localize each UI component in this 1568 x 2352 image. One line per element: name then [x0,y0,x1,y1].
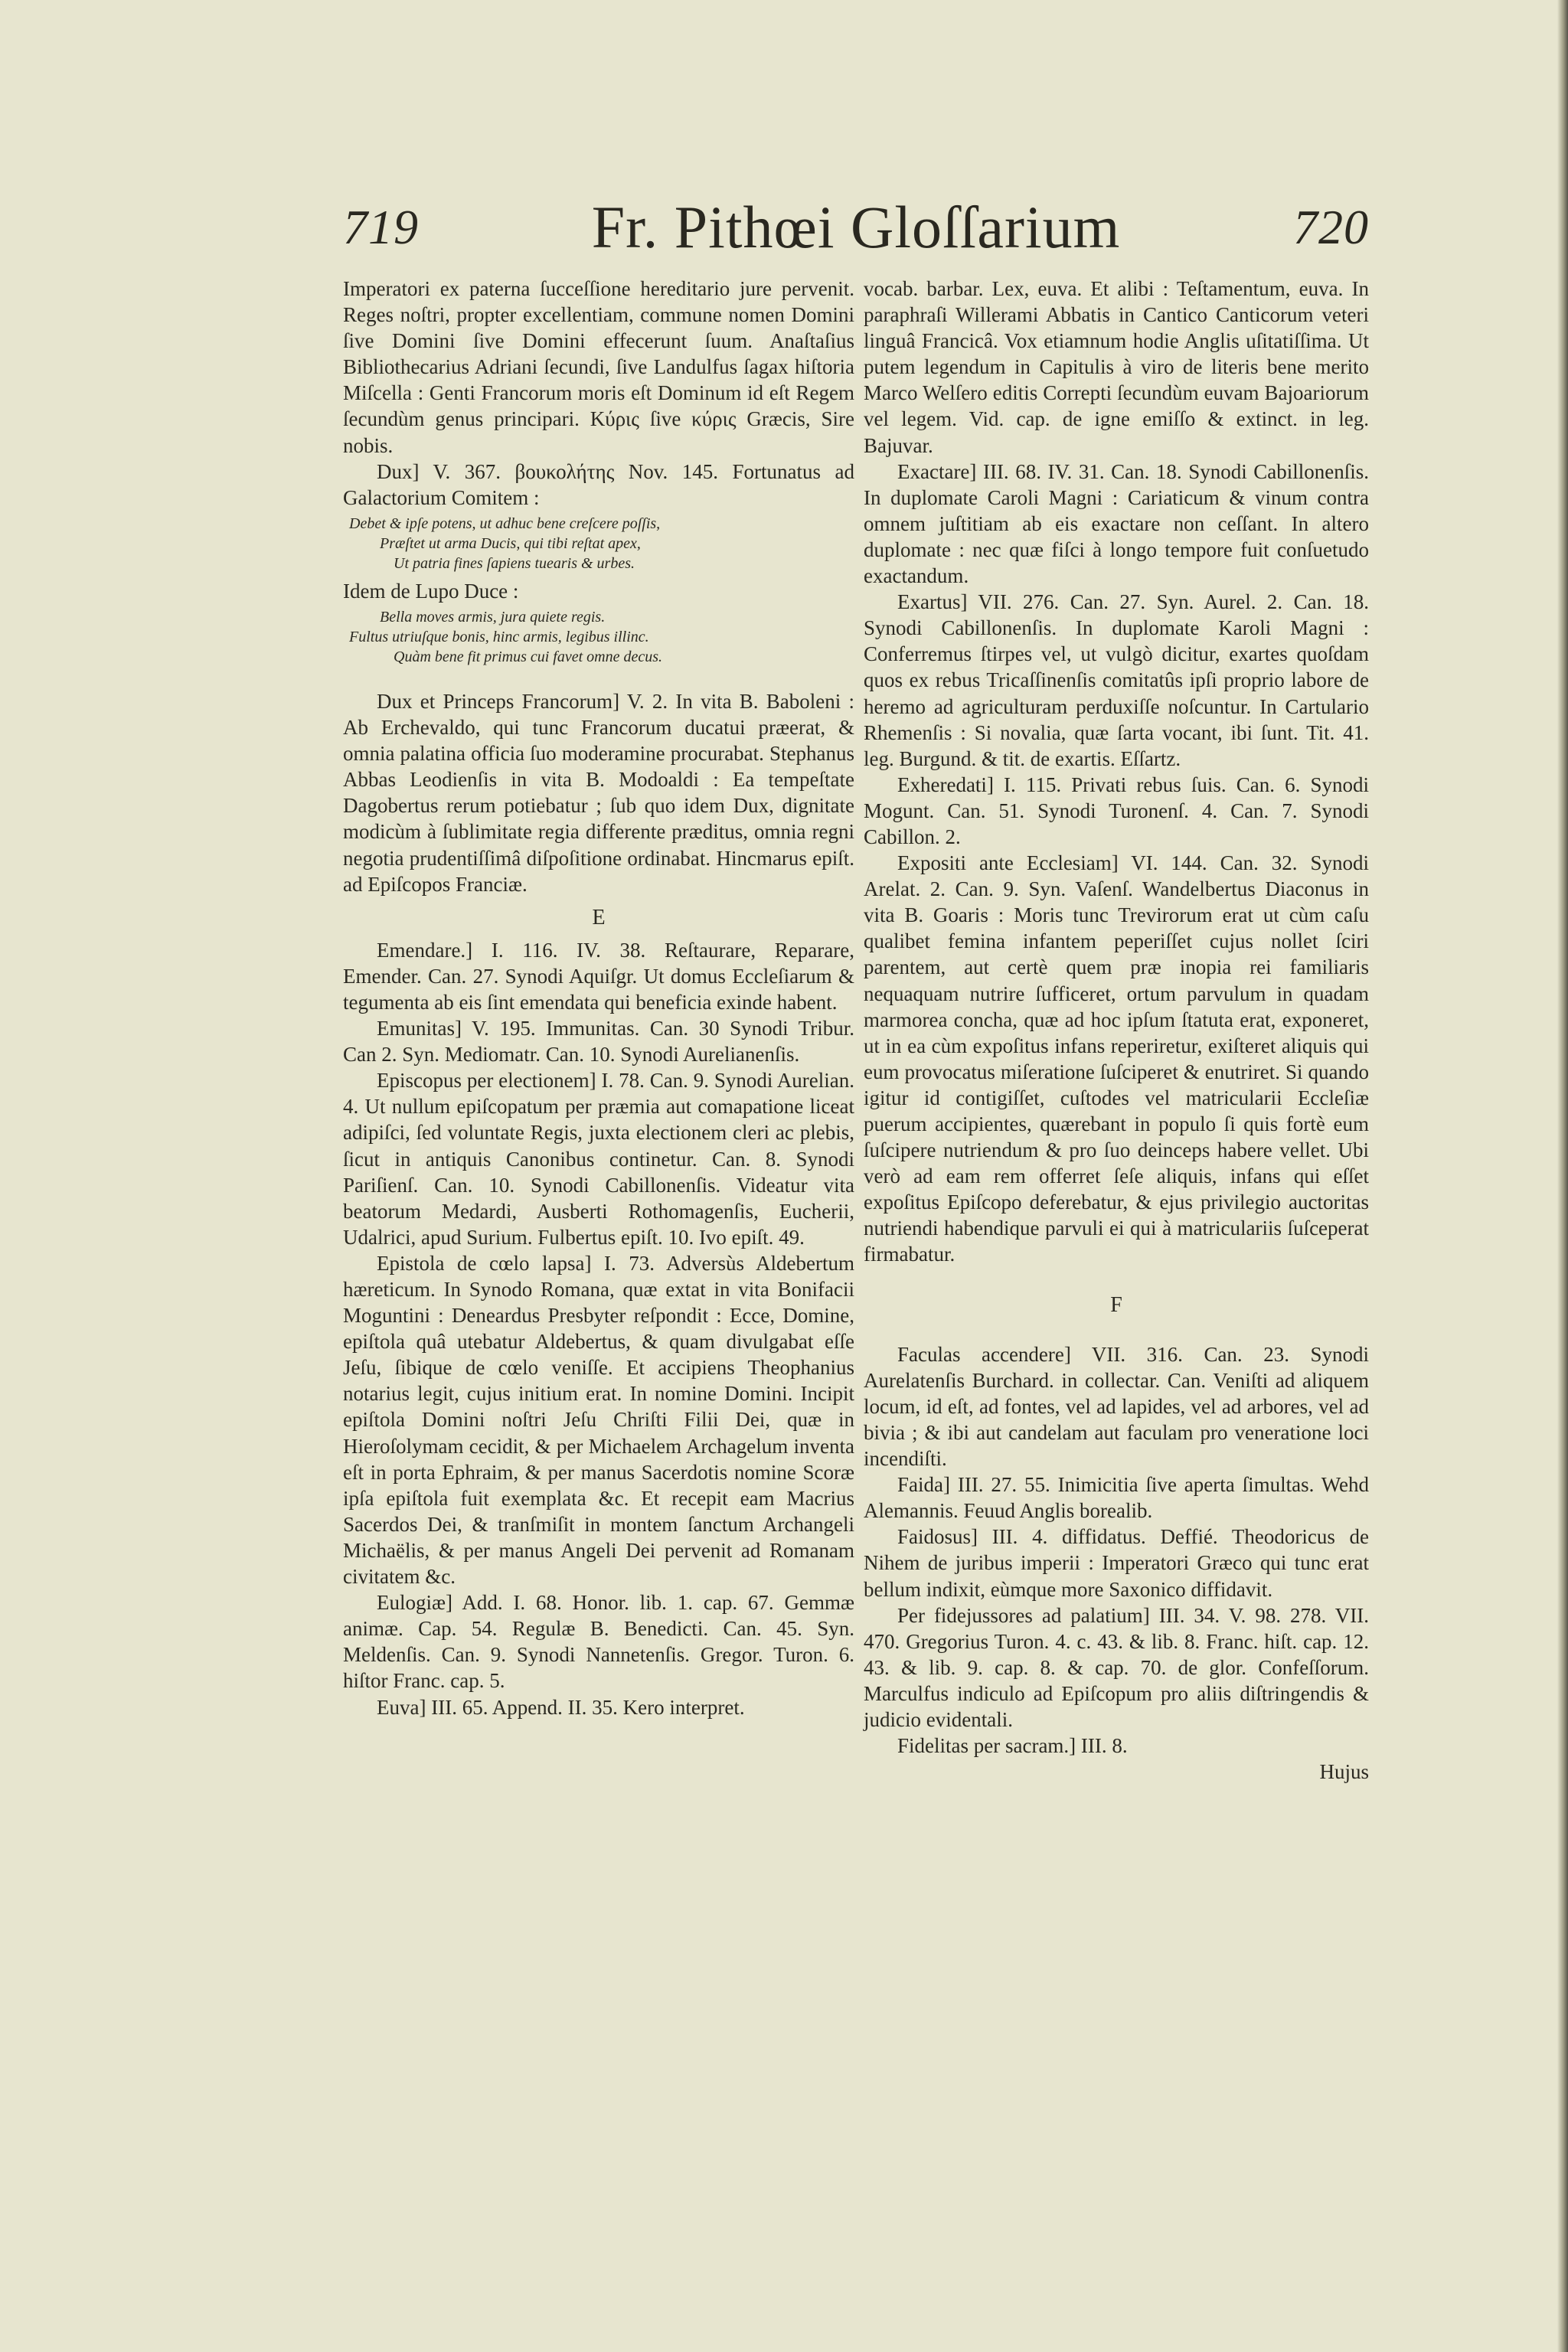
entry-epistola: Epistola de cœlo lapsa] I. 73. Adversùs Aldebertum hæreticum. In Synodo Romana, quæ extat in vita Bonifacii Moguntini : Deneardus Presbyter reſpondit : Ecce, Domine, epiſtola quâ utebatur Aldebertus, & quam divulgabat eſſe Jeſu, ſibique de cœlo veniſſe. Et accipiens Theophanius notarius legit, cujus initium erat. In nomine Domini. Incipit epiſtola Domini noſtri Jeſu Chriſti Filii Dei, quæ in Hieroſolymam cecidit, & per Michaelem Archagelum inventa eſt in porta Ephraim, & per manus Sacerdotis nomine Scoræ ipſa epiſtola fuit exemplata &c. Et recepit eam Macrius Sacerdos Dei, & tranſmiſit in montem ſanctum Archangeli Michaëlis, & per manus Angeli Dei pervenit ad Romanam civitatem &c. [343,1251,854,1589]
verse-line: Debet & ipſe potens, ut adhuc bene creſcere poſſis, [349,514,661,532]
entry-episcopus: Episcopus per electionem] I. 78. Can. 9. Synodi Aurelian. 4. Ut nullum epiſcopatum per præmia aut comapatione liceat adipiſci, ſed voluntate Regis, juxta electionem cleri ac plebis, ſicut in antiquis Canonibus continetur. Can. 8. Synodi Pariſienſ. Can. 10. Synodi Cabillonenſis. Videatur vita beatorum Medardi, Ausberti Rothomagenſis, Eucherii, Udalrici, apud Surium. Fulbertus epiſt. 10. Ivo epiſt. 49. [343,1069,854,1249]
entry-exartus: Exartus] VII. 276. Can. 27. Syn. Aurel. 2. Can. 18. Synodi Cabillonenſis. In duplomate Karoli Magni : Conferremus ſtirpes vel, ut vulgò dicitur, exartes quoſdam quos ex rebus Tricaſſinenſis comitatûs ipſi proprio labore de heremo ad agriculturam perduxiſſe noſcuntur. In Cartulario Rhemenſis : Si novalia, quæ ſarta vocant, ibi ſunt. Tit. 41. leg. Burgund. & tit. de exartis. Eſſartz. [864,590,1369,770]
verse-line: Bella moves armis, jura quiete regis. [380,608,606,626]
entry-emendare: Emendare.] I. 116. IV. 38. Reſtaurare, Reparare, Emender. Can. 27. Synodi Aquiſgr. Ut domus Eccleſiarum & tegumenta ab eis ſint emendata qui beneficia exinde habent. [343,938,854,1014]
verse-line: Ut patria fines ſapiens tuearis & urbes. [394,554,635,572]
page-header [343,193,1369,277]
page-edge [1557,0,1568,2352]
left-column [343,276,854,1720]
entry-per-fidejussores: Per fidejussores ad palatium] III. 34. V. 98. 278. VII. 470. Gregorius Turon. 4. c. 43. & lib. 8. Franc. hiſt. cap. 12. 43. & lib. 9. cap. 8. & cap. 70. de glor. Confeſſorum. Marculfus indiculo ad Epiſcopum pro aliis diſtringendis & judicio evidentali. [864,1603,1369,1731]
catchword: Hujus [1319,1760,1369,1784]
section-letter-e: E [592,905,606,929]
entry-dux-et-princeps: Dux et Princeps Francorum] V. 2. In vita B. Baboleni : Ab Erchevaldo, qui tunc Francorum ducatui præerat, & omnia palatina officia ſuo moderamine procurabat. Stephanus Abbas Leodienſis in vita B. Modoaldi : Ea tempeſtate Dagobertus rerum potiebatur ; ſub quo idem Dux, dignitate modicùm à ſublimitate regia differente præditus, omnia regni negotia prudentiſſimâ diſpoſitione ordinabat. Hincmarus epiſt. ad Epiſcopos Franciæ. [343,689,854,896]
verse-line: Præſtet ut arma Ducis, qui tibi reſtat apex, [380,534,641,552]
entry-faculas: Faculas accendere] VII. 316. Can. 23. Synodi Aurelatenſis Burchard. in collectar. Can. Veniſti ad aliquem locum, id eſt, ad fontes, vel ad lapides, vel ad arbores, vel ad bivia ; & ibi aut candelam aut faculam pro veneratione loci incendiſti. [864,1342,1369,1471]
page-number-left: 719 [343,200,419,254]
entry-eulogiae: Eulogiæ] Add. I. 68. Honor. lib. 1. cap. 67. Gemmæ animæ. Cap. 54. Regulæ B. Benedicti. Can. 45. Syn. Meldenſis. Can. 9. Synodi Nannetenſis. Gregor. Turon. 6. hiſtor Franc. cap. 5. [343,1591,854,1693]
entry-exheredati: Exheredati] I. 115. Privati rebus ſuis. Can. 6. Synodi Mogunt. Can. 51. Synodi Turonenſ. 4. Can. 7. Synodi Cabillon. 2. [864,773,1369,848]
entry-dux: Dux] V. 367. βουκολήτης Nov. 145. Fortunatus ad Galactorium Comitem : [343,459,854,509]
entry-emunitas: Emunitas] V. 195. Immunitas. Can. 30 Synodi Tribur. Can 2. Syn. Mediomatr. Can. 10. Synodi Aurelianenſis. [343,1017,854,1067]
entry-imperatori: Imperatori ex paterna ſucceſſione hereditario jure pervenit. Reges noſtri, propter excellentiam, commune nomen Domini ſive Domini ſive Domini effecerunt ſuum. Anaſtaſius Bibliothecarius Adriani ſecundi, ſive Landulfus ſagax hiſtoria Miſcella : Genti Francorum moris eſt Dominum id eſt Regem ſecundùm genus principari. Κύρις ſive κύρις Græcis, Sire nobis. [343,277,854,457]
entry-euva-continued: vocab. barbar. Lex, euva. Et alibi : Teſtamentum, euva. In paraphraſi Willerami Abbatis in Cantico Canticorum veteri linguâ Francicâ. Vox etiamnum hodie Anglis uſitatiſſima. Ut putem legendum in Capitulis à viro de literis bene merito Marco Welſero editis Correpti ſecundùm euvam Bajoariorum vel legem. Vid. cap. de igne emiſſo & extinct. in leg. Bajuvar. [864,277,1369,457]
page-number-right: 720 [1293,200,1369,254]
entry-lupo-duce: Idem de Lupo Duce : [343,579,519,603]
entry-faida: Faida] III. 27. 55. Inimicitia ſive aperta ſimultas. Wehd Alemannis. Feuud Anglis borealib. [864,1473,1369,1523]
page-title: Fr. Pithœi Gloſſarium [591,194,1121,260]
entry-exactare: Exactare] III. 68. IV. 31. Can. 18. Synodi Cabillonenſis. In duplomate Caroli Magni : Cariaticum & vinum contra omnem juſtitiam ab eis exactare non ceſſant. In altero duplomate : nec quæ fiſci à longo tempore fuit conſuetudo exactandum. [864,459,1369,588]
entry-fidelitas: Fidelitas per sacram.] III. 8. [897,1734,1128,1758]
right-column [864,276,1369,1785]
entry-expositi: Expositi ante Ecclesiam] VI. 144. Can. 32. Synodi Arelat. 2. Can. 9. Syn. Vaſenſ. Wandelbertus Diaconus in vita B. Goaris : Moris tunc Trevirorum erat ut cùm caſu qualibet femina infantem peperiſſet cujus nollet ſciri parentem, aut certè quem præ inopia rei familiaris nequaquam nutrire ſufficeret, ortum parvulum in quadam marmorea concha, quæ ad hoc ipſum ſtatuta erat, exponeret, ut in ea cùm expoſitus infans reperiretur, exiſteret aliquis qui eum provocatus miſeratione ſuſciperet & enutriret. Si quando igitur id contigiſſet, cuſtodes vel matricularii Eccleſiæ puerum accipientes, quærebant in populo ſi quis fortè eum ſuſcipere nutriendum & pro ſuo deinceps habere vellet. Ubi verò ad eam rem offerret ſeſe aliquis, infans qui eſſet expoſitus Epiſcopo deferebatur, & ejus privilegio auctoritas nutriendi habendique parvuli ei qui à matriculariis ſuſceperat firmabatur. [864,851,1369,1266]
verse-lupo [343,607,854,667]
verse-line: Fultus utriuſque bonis, hinc armis, legibus illinc. [349,628,649,645]
section-letter-f: F [1110,1292,1122,1317]
verse-line: Quàm bene fit primus cui favet omne decus. [394,648,663,665]
entry-euva: Euva] III. 65. Append. II. 35. Kero interpret. [377,1695,745,1719]
entry-faidosus: Faidosus] III. 4. diffidatus. Deffié. Theodoricus de Nihem de juribus imperii : Imperatori Græco qui tunc erat bellum indixit, eùmque more Saxonico diffidavit. [864,1525,1369,1601]
verse-fortunatus [343,514,854,573]
